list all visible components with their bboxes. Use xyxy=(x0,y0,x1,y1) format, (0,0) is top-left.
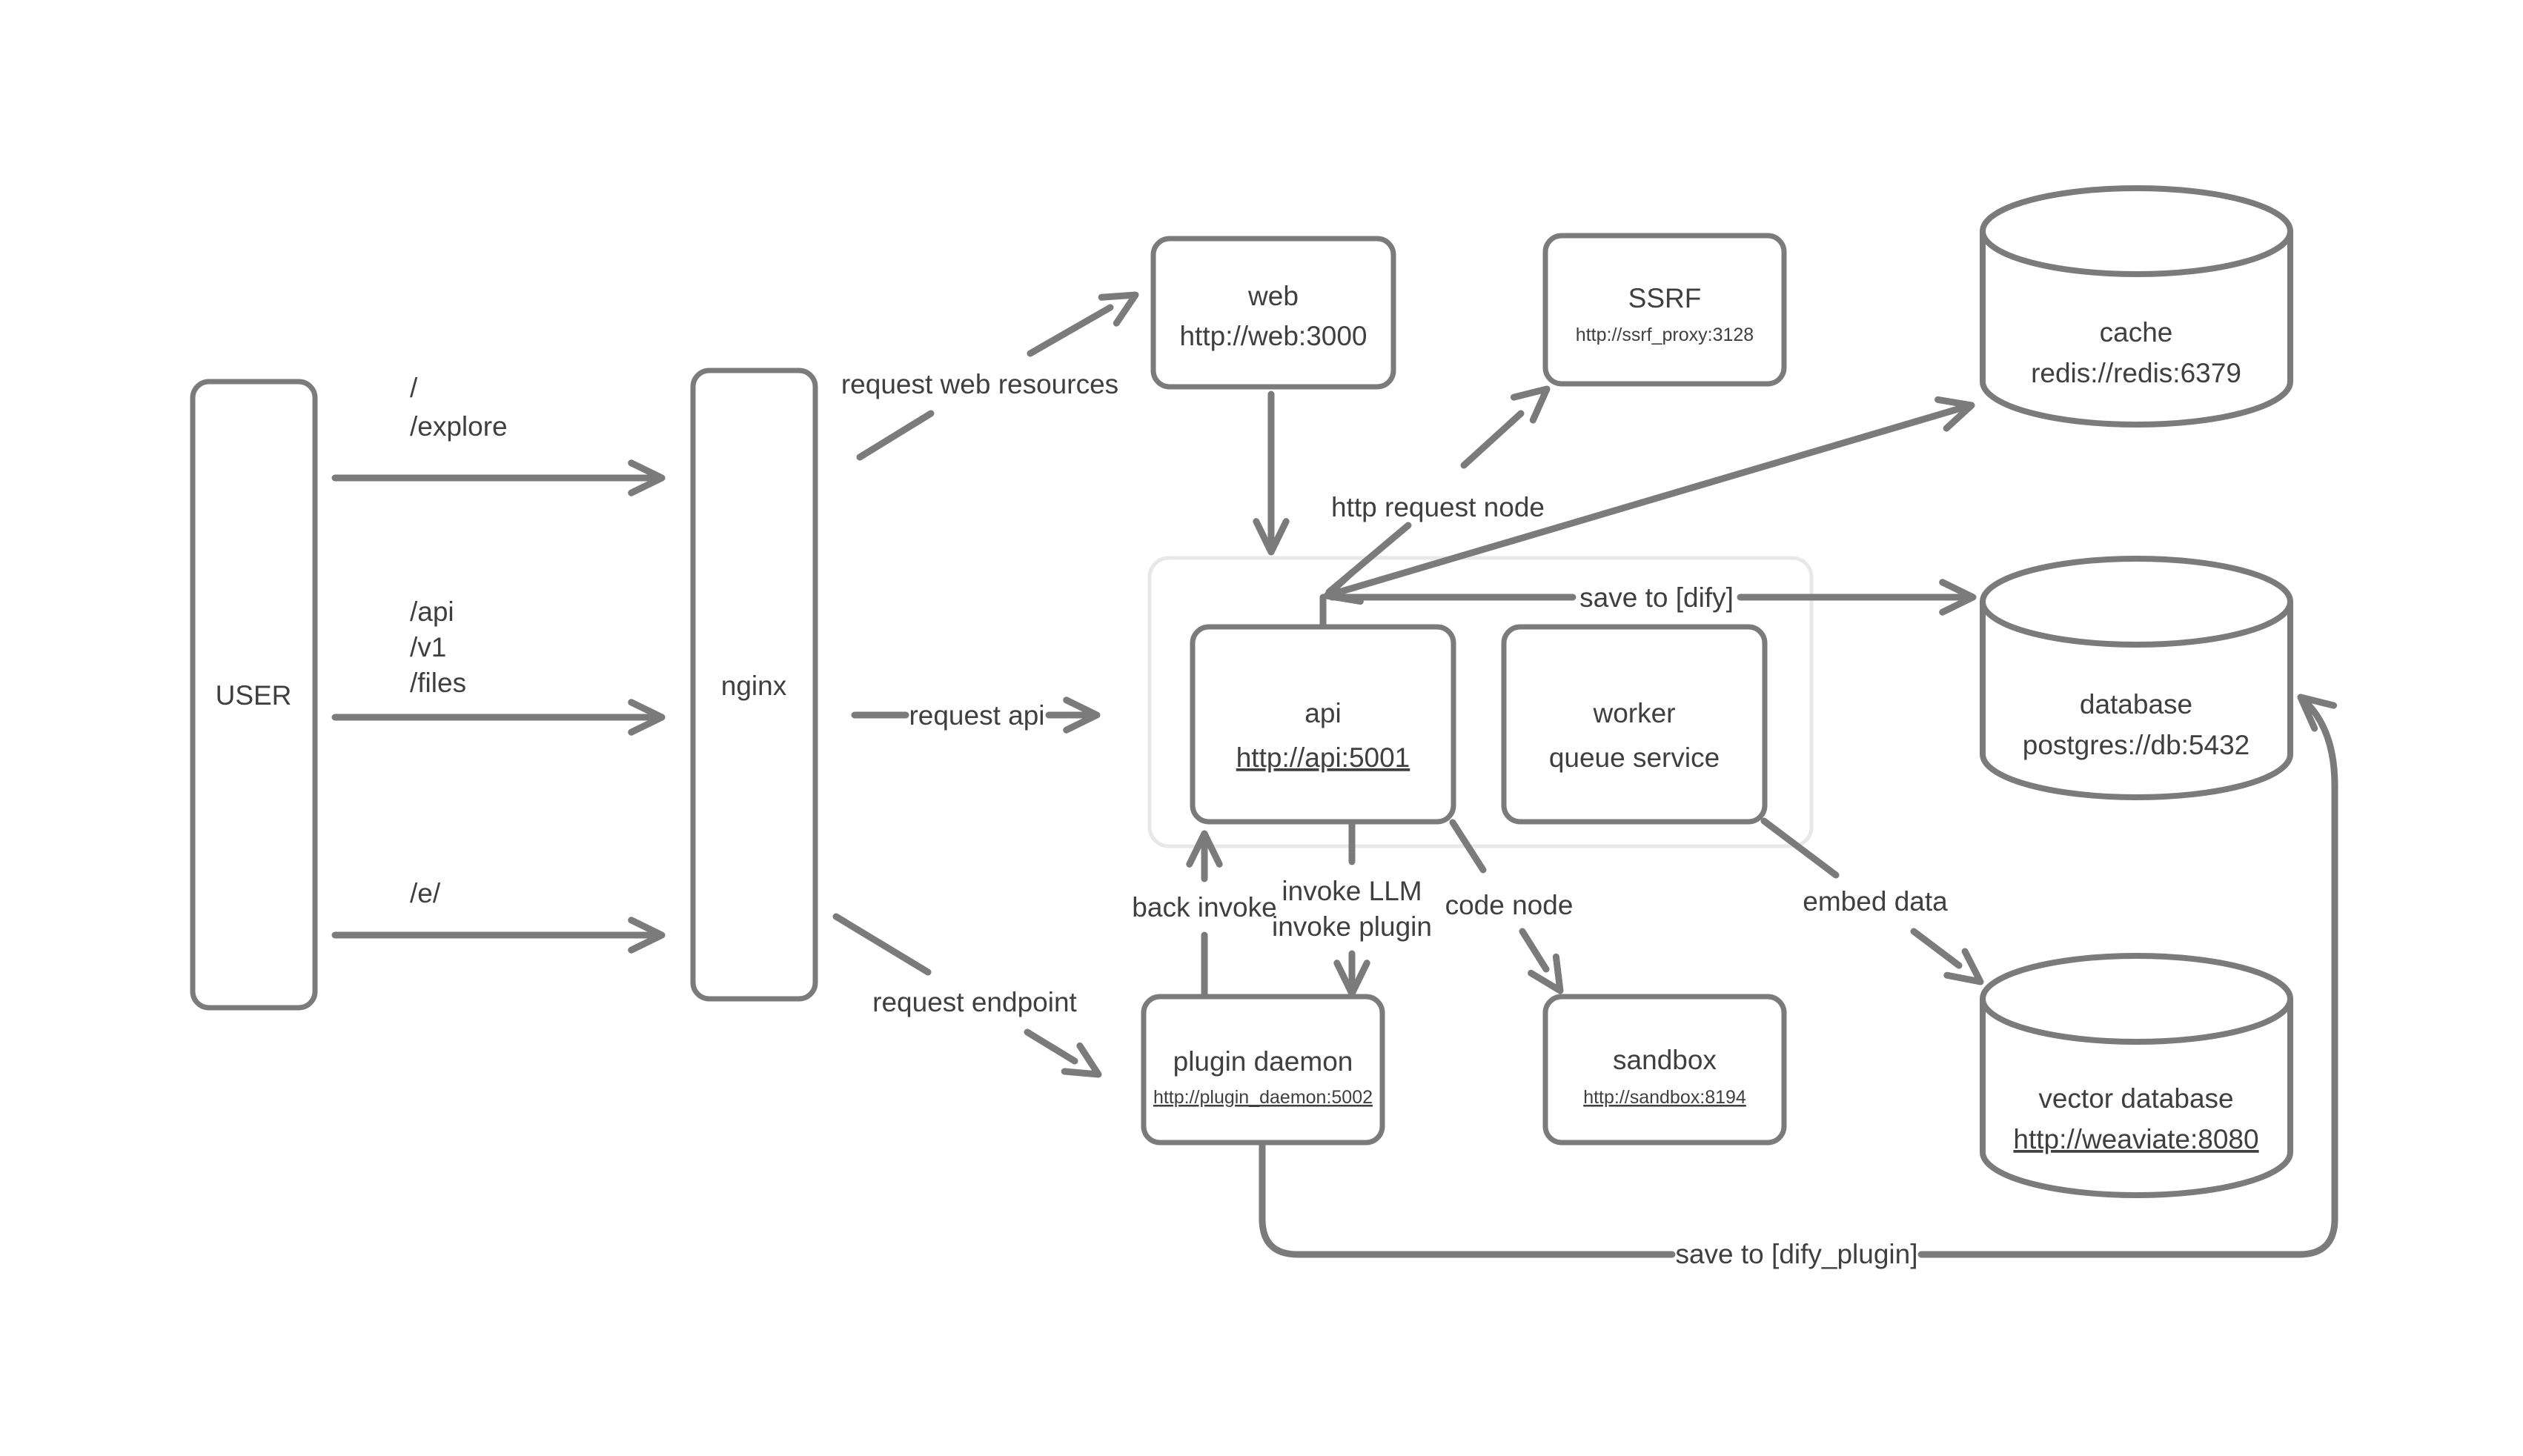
edge-http-request-node-2 xyxy=(1464,413,1521,465)
edge-request-endpoint-2 xyxy=(1027,1032,1075,1061)
request-endpoint-label: request endpoint xyxy=(872,987,1077,1017)
cache-store xyxy=(1983,188,2290,425)
invoke-plugin-label: invoke plugin xyxy=(1272,911,1432,942)
worker-label: worker xyxy=(1593,698,1676,728)
code-node-label: code node xyxy=(1445,890,1574,920)
request-web-resources-label: request web resources xyxy=(841,369,1119,399)
cache-label: cache xyxy=(2099,317,2173,348)
invoke-llm-label: invoke LLM xyxy=(1282,876,1422,906)
edge-request-web-resources-2 xyxy=(1030,308,1110,353)
save-to-dify-plugin-label: save to [dify_plugin] xyxy=(1675,1239,1918,1269)
sandbox-url: http://sandbox:8194 xyxy=(1583,1087,1746,1108)
web-node xyxy=(1153,239,1393,387)
arrowhead-code-node xyxy=(1531,957,1560,991)
worker-sublabel: queue service xyxy=(1548,742,1720,773)
plugin-daemon-label: plugin daemon xyxy=(1173,1046,1353,1077)
ssrf-label: SSRF xyxy=(1628,283,1702,313)
plugin-daemon-url: http://plugin_daemon:5002 xyxy=(1153,1087,1373,1108)
nginx-label: nginx xyxy=(720,671,787,701)
edge-request-endpoint-1 xyxy=(836,917,928,972)
route-api-label: /api xyxy=(410,596,454,627)
sandbox-label: sandbox xyxy=(1613,1045,1717,1075)
cache-url: redis://redis:6379 xyxy=(2031,358,2241,388)
http-request-node-label: http request node xyxy=(1331,492,1545,522)
vector-database-cylinder-top xyxy=(1983,956,2290,1042)
web-url: http://web:3000 xyxy=(1179,321,1367,351)
vector-database-store xyxy=(1983,956,2290,1195)
route-v1-label: /v1 xyxy=(410,632,447,662)
database-cylinder-top xyxy=(1983,559,2290,645)
database-label: database xyxy=(2079,689,2193,719)
nodes-layer xyxy=(193,188,2290,1195)
route-e-label: /e/ xyxy=(410,878,441,908)
vector-database-label: vector database xyxy=(2038,1083,2234,1114)
database-store xyxy=(1983,559,2290,797)
api-url: http://api:5001 xyxy=(1236,742,1410,773)
route-root-label: / xyxy=(410,373,418,403)
edge-code-node-2 xyxy=(1522,931,1546,969)
edge-request-web-resources-1 xyxy=(860,413,931,457)
route-explore-label: /explore xyxy=(410,411,508,442)
edge-save-to-dify-plugin-1 xyxy=(1262,1145,1672,1254)
request-api-label: request api xyxy=(909,700,1045,731)
embed-data-label: embed data xyxy=(1803,886,1948,917)
save-to-dify-label: save to [dify] xyxy=(1579,582,1734,613)
user-label: USER xyxy=(215,680,292,711)
vector-database-url: http://weaviate:8080 xyxy=(2013,1124,2259,1154)
database-url: postgres://db:5432 xyxy=(2022,730,2250,760)
back-invoke-label: back invoke xyxy=(1132,892,1277,923)
api-label: api xyxy=(1304,698,1342,728)
cache-cylinder-top xyxy=(1983,188,2290,274)
ssrf-url: http://ssrf_proxy:3128 xyxy=(1575,325,1754,345)
arrowhead-embed-data xyxy=(1947,951,1980,982)
route-files-label: /files xyxy=(410,668,467,698)
edge-embed-data-2 xyxy=(1914,931,1959,965)
web-label: web xyxy=(1248,281,1299,311)
